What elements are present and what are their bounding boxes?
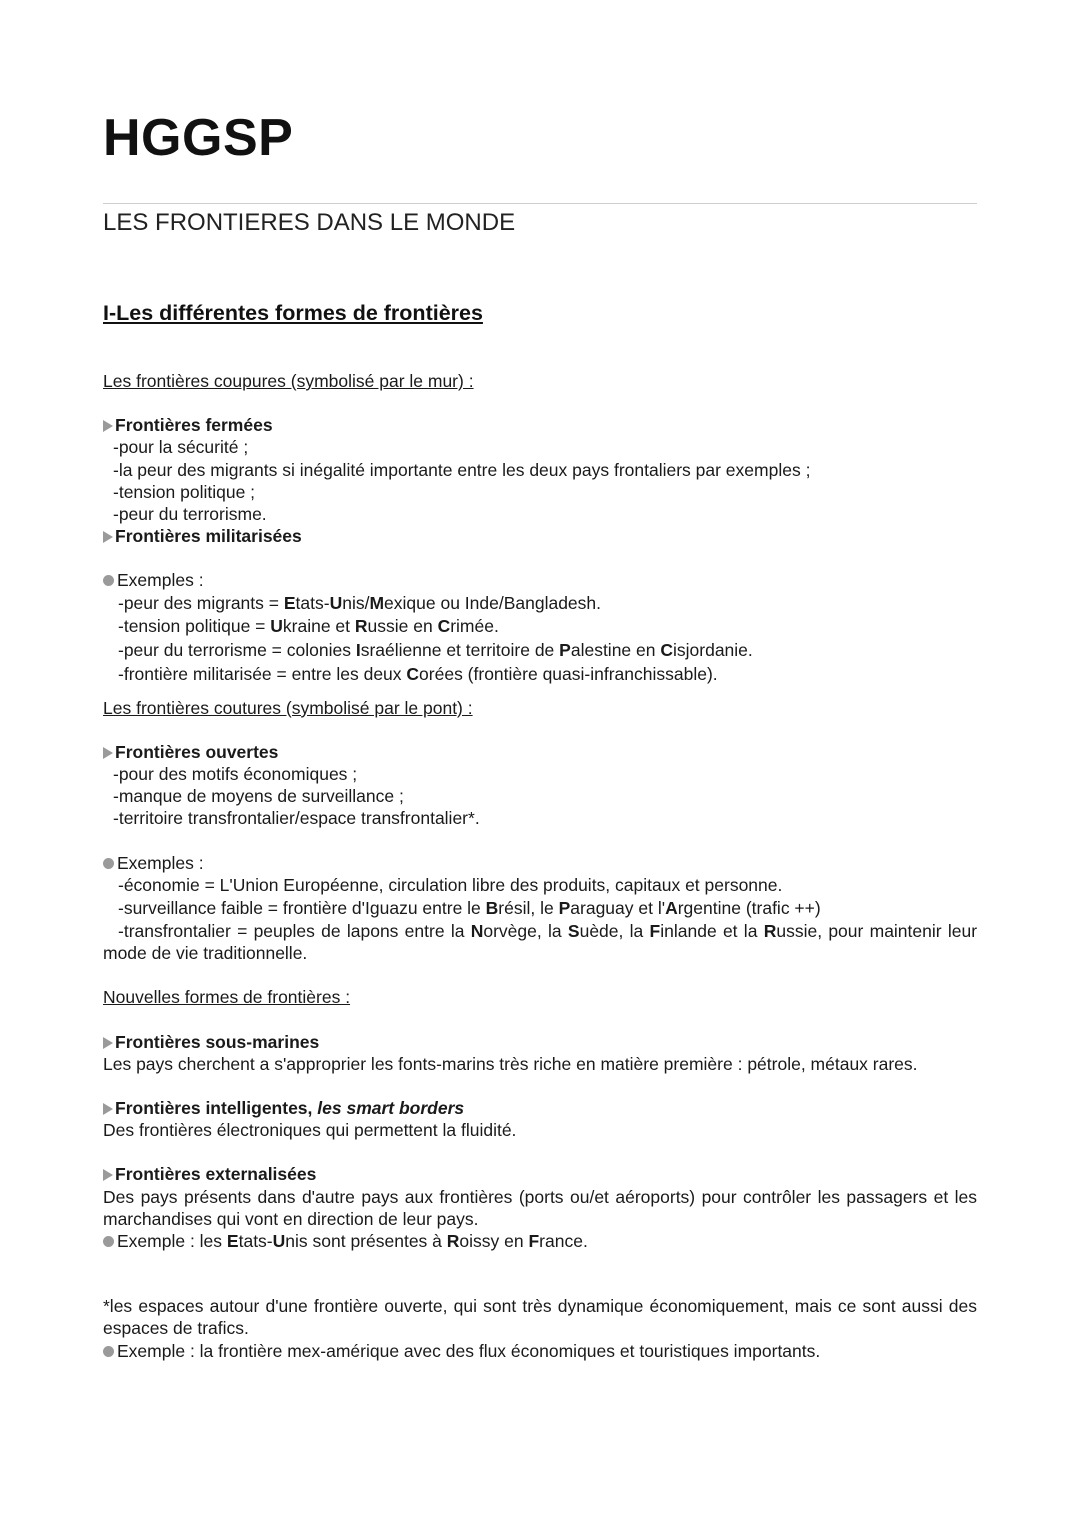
examples-label-line — [103, 852, 977, 874]
example-item: -économie = L'Union Européenne, circulation libre des produits, capitaux et personne. — [118, 874, 783, 895]
sous-marines-title-line — [103, 1031, 977, 1053]
fermees-title-line — [103, 414, 977, 436]
list-item: -territoire transfrontalier/espace transfrontalier*. — [113, 808, 480, 829]
list-item: -pour des motifs économiques ; — [113, 764, 358, 785]
list-item: -manque de moyens de surveillance ; — [113, 786, 404, 807]
nouvelles-heading: Nouvelles formes de frontières : — [103, 987, 351, 1008]
militarisees-title: Frontières militarisées — [115, 526, 302, 547]
example-line: Exemple : les Etats-Unis sont présentes à Roissy en France. — [103, 1230, 977, 1252]
triangle-bullet-icon — [103, 747, 113, 759]
list-item: -pour la sécurité ; — [113, 437, 249, 458]
fermees-title: Frontières fermées — [115, 415, 273, 436]
intelligentes-title: Frontières intelligentes, — [115, 1097, 318, 1118]
triangle-bullet-icon — [103, 1103, 113, 1115]
examples-label: Exemples : — [117, 570, 204, 591]
document-body — [103, 370, 977, 1362]
triangle-bullet-icon — [103, 420, 113, 432]
coutures-heading: Les frontières coutures (symbolisé par le pont) : — [103, 697, 473, 718]
paragraph: Les pays cherchent a s'approprier les fonts-marins très riche en matière première : pétrole, métaux rares. — [103, 1053, 918, 1074]
example-item: -frontière militarisée = entre les deux Corées (frontière quasi-infranchissable). — [118, 663, 718, 684]
document-title: HGGSP — [103, 109, 294, 167]
coupures-heading: Les frontières coupures (symbolisé par le mur) : — [103, 371, 474, 391]
list-item: -peur du terrorisme. — [113, 503, 267, 524]
paragraph: Des frontières électroniques qui permettent la fluidité. — [103, 1120, 517, 1141]
circle-bullet-icon — [103, 1236, 114, 1247]
document-subtitle: LES FRONTIERES DANS LE MONDE — [103, 209, 516, 236]
example-item: -tension politique = Ukraine et Russie en Crimée. — [118, 616, 499, 637]
section-heading: I-Les différentes formes de frontières — [103, 301, 483, 325]
list-item: -la peur des migrants si inégalité importante entre les deux pays frontaliers par exemples ; — [113, 459, 811, 480]
example-item: -peur des migrants = Etats-Unis/Mexique ou Inde/Bangladesh. — [118, 592, 602, 613]
sous-marines-title: Frontières sous-marines — [115, 1031, 320, 1052]
paragraph: Des pays présents dans d'autre pays aux frontières (ports ou/et aéroports) pour contrôler les passagers et les marchandises qui vont en direction de leur pays. — [103, 1186, 977, 1229]
title-divider — [103, 203, 977, 204]
ouvertes-title-line — [103, 741, 977, 763]
examples-label-line — [103, 569, 977, 591]
example-item: -transfrontalier = peuples de lapons entre la Norvège, la Suède, la Finlande et la Russie, pour maintenir leur mode de vie traditionnelle. — [103, 921, 978, 964]
footnote: *les espaces autour d'une frontière ouverte, qui sont très dynamique économiquement, mais ce sont aussi des espaces de trafics. — [103, 1296, 977, 1339]
externalisees-title-line — [103, 1163, 977, 1185]
examples-label: Exemples : — [117, 852, 204, 873]
circle-bullet-icon — [103, 858, 114, 869]
footnote-example: Exemple : la frontière mex-amérique avec des flux économiques et touristiques importants. — [103, 1340, 977, 1362]
smart-borders-text: les smart borders — [317, 1097, 465, 1118]
list-item: -tension politique ; — [113, 481, 256, 502]
ouvertes-title: Frontières ouvertes — [115, 741, 279, 762]
triangle-bullet-icon — [103, 1169, 113, 1181]
triangle-bullet-icon — [103, 1037, 113, 1049]
triangle-bullet-icon — [103, 531, 113, 543]
example-item: -surveillance faible = frontière d'Iguazu entre le Brésil, le Paraguay et l'Argentine (trafic ++) — [118, 898, 821, 918]
militarisees-title-line — [103, 525, 977, 547]
circle-bullet-icon — [103, 575, 114, 586]
circle-bullet-icon — [103, 1346, 114, 1357]
intelligentes-title-line — [103, 1097, 977, 1119]
example-item: -peur du terrorisme = colonies Israélienne et territoire de Palestine en Cisjordanie. — [118, 640, 753, 661]
externalisees-title: Frontières externalisées — [115, 1164, 317, 1185]
